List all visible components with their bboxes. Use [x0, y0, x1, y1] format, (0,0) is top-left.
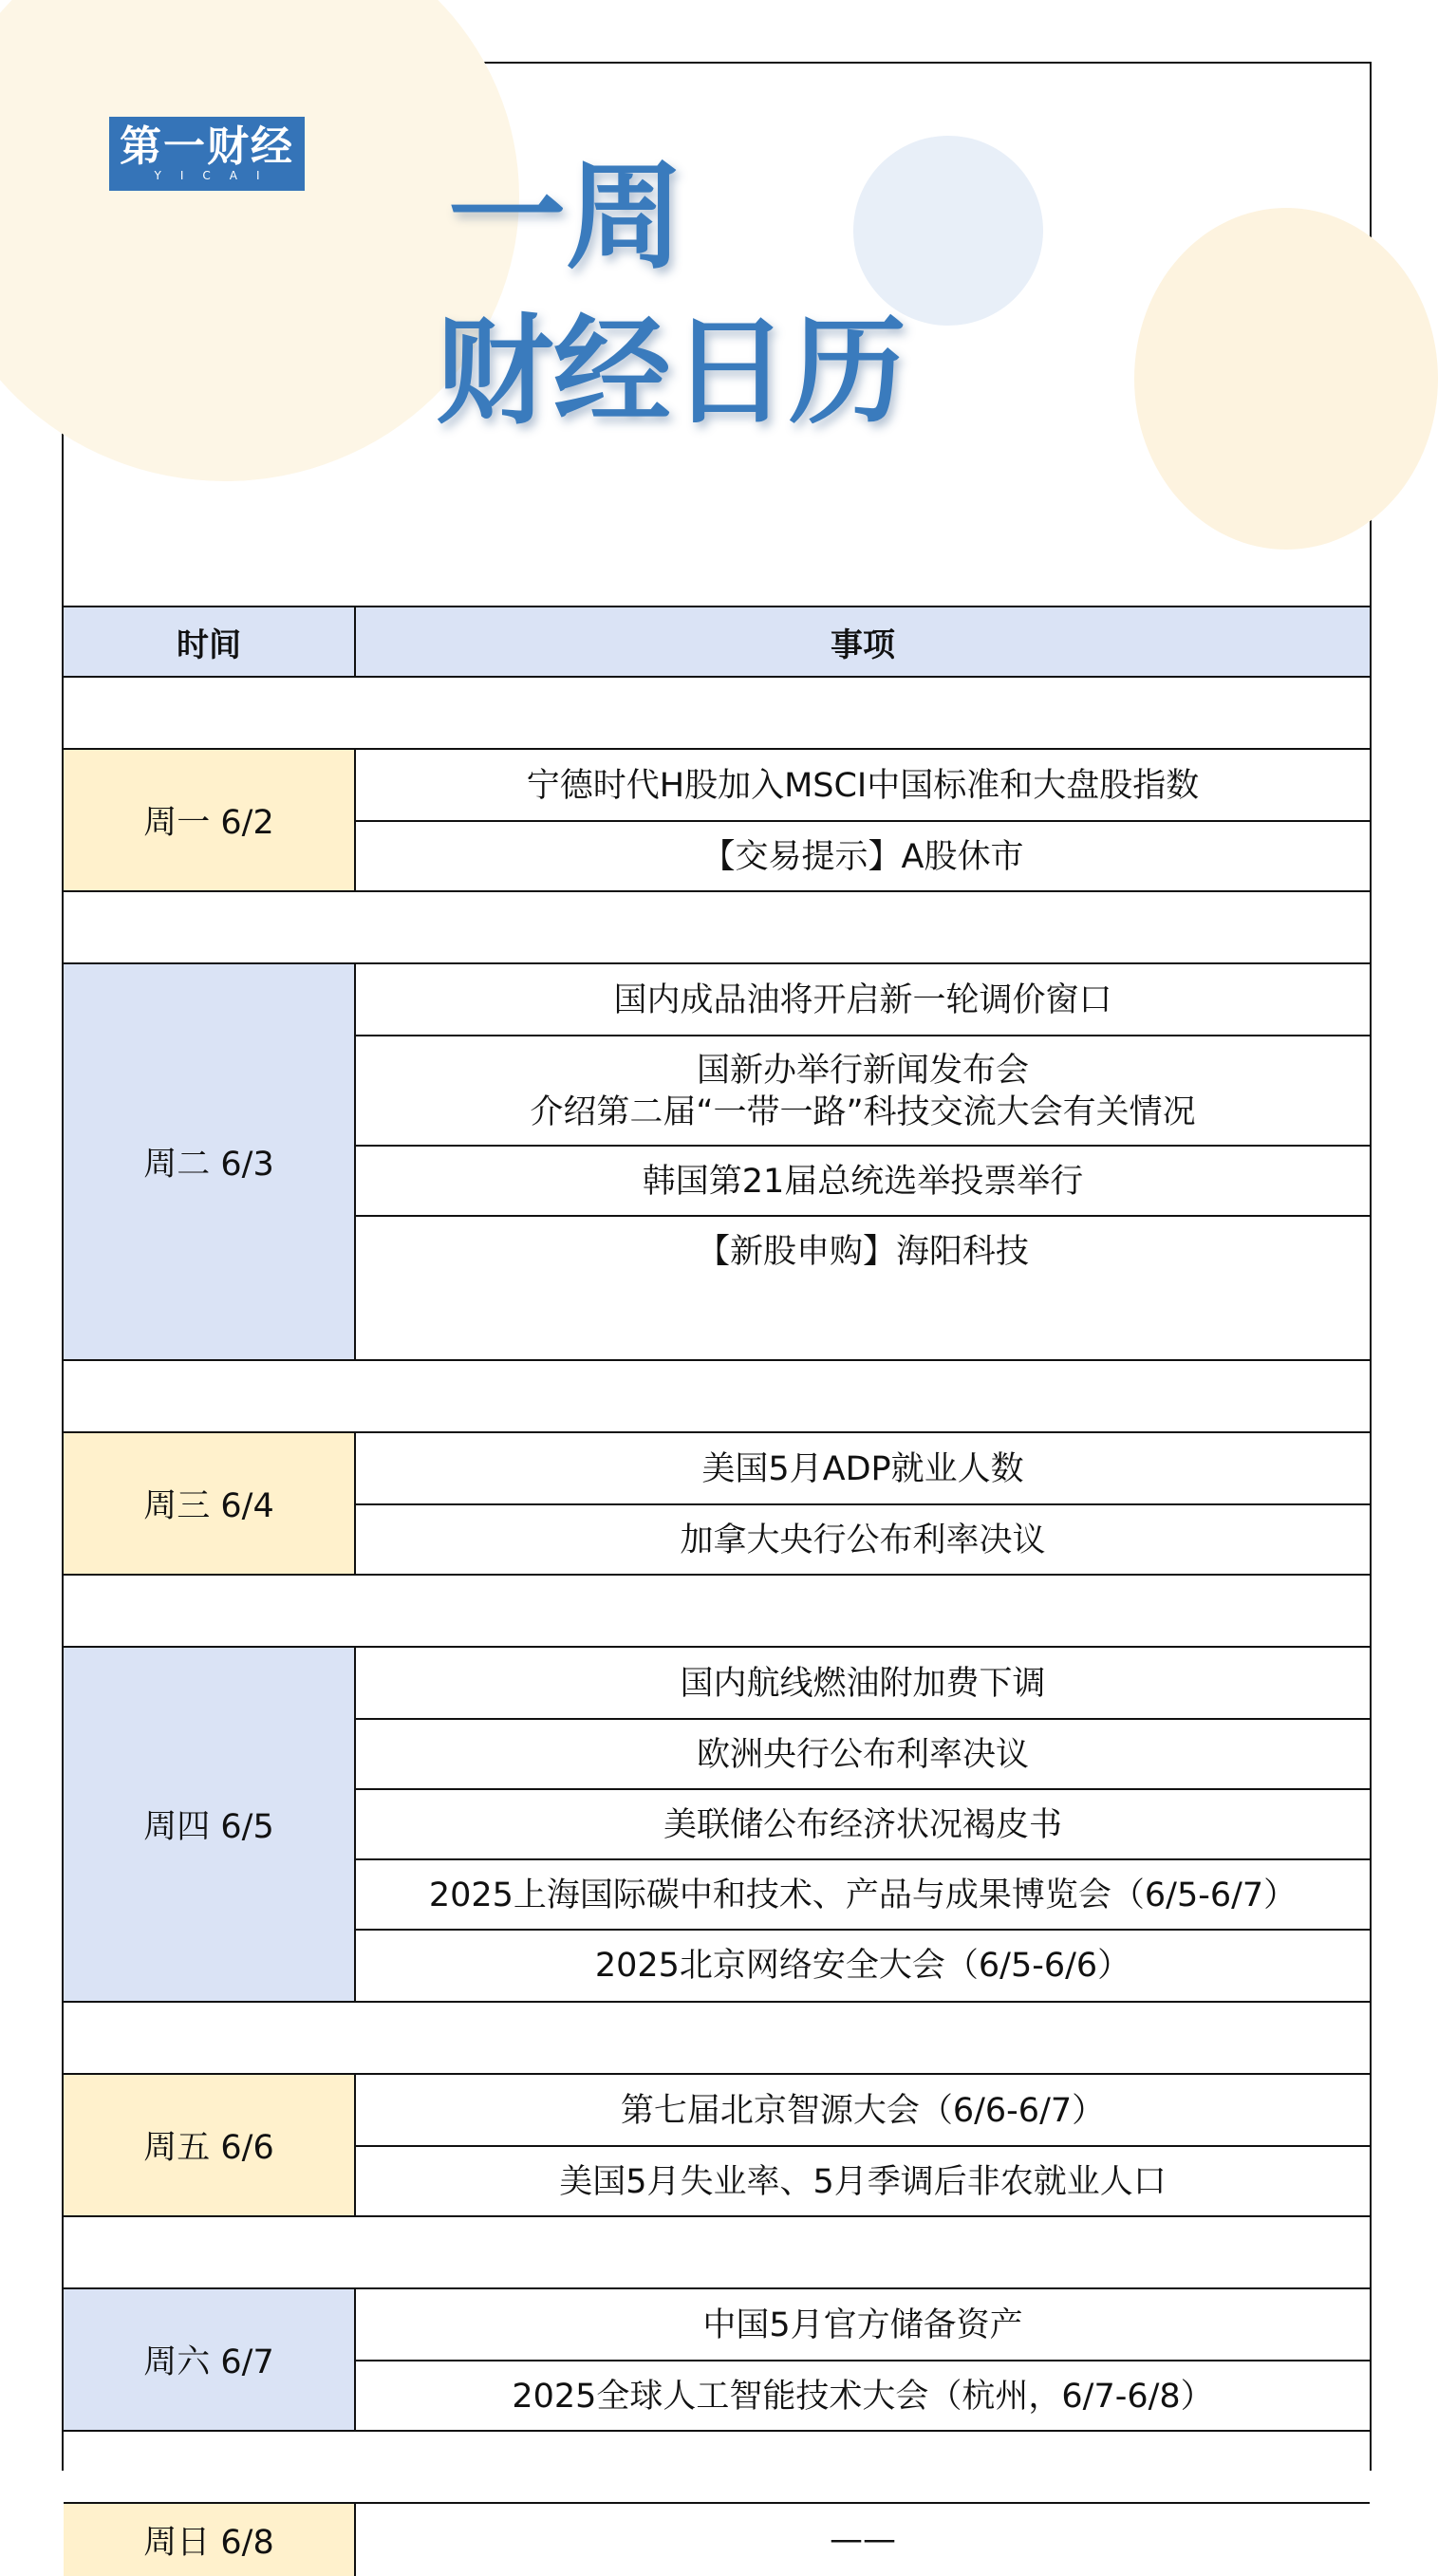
event-item	[356, 1433, 1370, 1504]
event-text: 国内航线燃油附加费下调	[680, 1664, 1046, 1703]
event-list	[356, 2504, 1370, 2576]
event-item	[356, 1929, 1370, 2001]
header-banner	[64, 64, 1370, 606]
event-item	[356, 1215, 1370, 1287]
event-text: 介绍第二届“一带一路”科技交流大会有关情况	[530, 1093, 1196, 1131]
event-list	[356, 964, 1370, 1359]
event-list	[356, 1648, 1370, 2001]
event-text: 美联储公布经济状况褐皮书	[663, 1806, 1062, 1844]
spacer-row	[64, 892, 1370, 964]
event-text: 加拿大央行公布利率决议	[680, 1521, 1046, 1559]
event-item	[356, 1503, 1370, 1576]
event-text: 欧洲央行公布利率决议	[696, 1736, 1029, 1774]
day-label: 周二 6/3	[64, 964, 356, 1359]
event-item	[356, 2075, 1370, 2146]
logo-subtext: YICAI	[154, 169, 279, 182]
event-item	[356, 1718, 1370, 1790]
day-label: 周一 6/2	[64, 750, 356, 890]
event-text: 【新股申购】海阳科技	[696, 1233, 1029, 1271]
day-group-sat	[64, 2289, 1370, 2432]
day-group-sun	[64, 2504, 1370, 2576]
event-text: 中国5月官方储备资产	[702, 2305, 1023, 2344]
day-group-mon	[64, 750, 1370, 892]
event-item	[356, 2289, 1370, 2361]
event-item	[356, 1788, 1370, 1860]
event-text: 2025全球人工智能技术大会（杭州，6/7-6/8）	[512, 2378, 1214, 2416]
event-list	[356, 1433, 1370, 1574]
event-item	[356, 964, 1370, 1036]
spacer-row	[64, 2217, 1370, 2289]
event-item	[356, 2504, 1370, 2576]
event-item	[356, 2145, 1370, 2217]
event-item	[356, 1858, 1370, 1931]
event-item	[356, 1648, 1370, 1719]
event-item	[356, 2360, 1370, 2432]
header-items: 事项	[831, 625, 895, 664]
event-text: 宁德时代H股加入MSCI中国标准和大盘股指数	[526, 766, 1200, 805]
decor-circle	[853, 136, 1043, 326]
spacer-row	[64, 678, 1370, 750]
yicai-logo	[109, 117, 305, 191]
calendar-frame	[62, 62, 1372, 2562]
logo-text: 第一财经	[120, 122, 294, 171]
event-text: 【交易提示】A股休市	[701, 838, 1024, 876]
day-label: 周六 6/7	[64, 2289, 356, 2430]
day-label: 周日 6/8	[64, 2504, 356, 2576]
event-text: 国新办举行新闻发布会	[696, 1052, 1029, 1090]
event-text: 美国5月失业率、5月季调后非农就业人口	[559, 2163, 1167, 2201]
event-text: 第七届北京智源大会（6/6-6/7）	[620, 2091, 1106, 2130]
event-text: 美国5月ADP就业人数	[701, 1449, 1024, 1488]
spacer-row	[64, 2003, 1370, 2075]
event-list	[356, 2289, 1370, 2430]
event-text: 国内成品油将开启新一轮调价窗口	[613, 980, 1112, 1019]
table-header	[64, 606, 1370, 678]
page-title-line2: 财经日历	[436, 304, 907, 440]
event-item	[356, 1035, 1370, 1147]
day-group-thu	[64, 1648, 1370, 2003]
day-label: 周四 6/5	[64, 1648, 356, 2001]
header-time: 时间	[64, 607, 356, 676]
event-list	[356, 2075, 1370, 2215]
event-text: 韩国第21届总统选举投票举行	[642, 1163, 1084, 1201]
spacer-row	[64, 2432, 1370, 2504]
event-text: 2025北京网络安全大会（6/5-6/6）	[594, 1947, 1131, 1985]
spacer-row	[64, 1361, 1370, 1433]
decor-circle	[1134, 208, 1438, 550]
event-list	[356, 750, 1370, 890]
day-group-tue	[64, 964, 1370, 1361]
day-label: 周三 6/4	[64, 1433, 356, 1574]
event-item	[356, 750, 1370, 821]
day-label: 周五 6/6	[64, 2075, 356, 2215]
event-text: 2025上海国际碳中和技术、产品与成果博览会（6/5-6/7）	[428, 1876, 1298, 1914]
day-group-fri	[64, 2075, 1370, 2217]
day-group-wed	[64, 1433, 1370, 1576]
spacer-row	[64, 1576, 1370, 1648]
event-item	[356, 820, 1370, 892]
page-title-line1: 一周	[448, 149, 684, 286]
event-text: ——	[830, 2521, 896, 2559]
event-item	[356, 1145, 1370, 1217]
